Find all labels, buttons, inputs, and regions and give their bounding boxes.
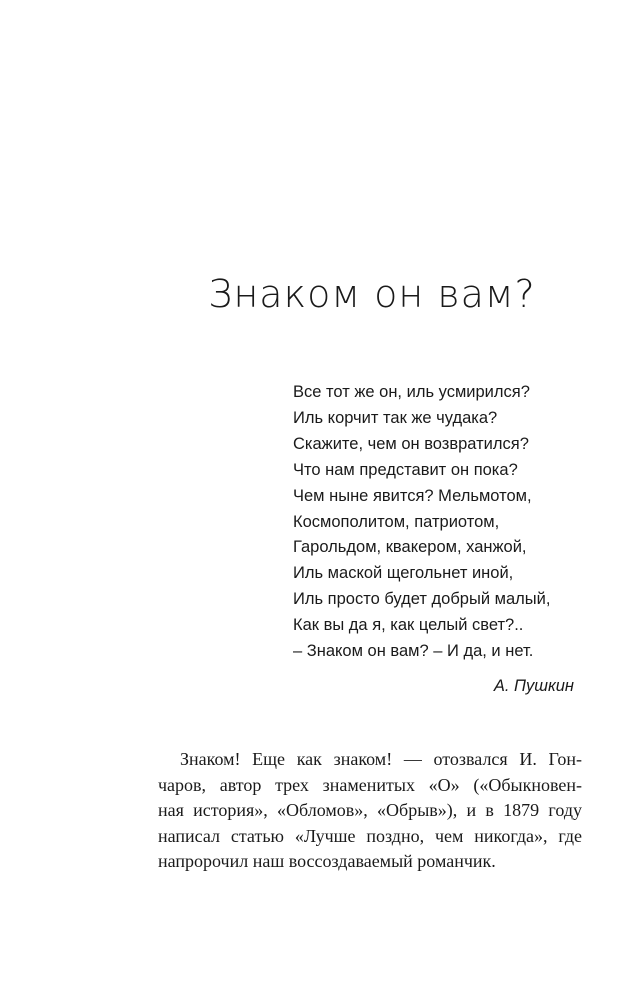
poem-line: Космополитом, патриотом, [293,512,500,531]
paragraph-line: написал статью «Лучше поздно, чем никогда», где [158,825,582,846]
paragraph-line: напророчил наш воссоздаваемый романчик. [158,851,496,871]
poem-line: Гарольдом, квакером, ханжой, [293,538,527,557]
poem-line: Иль маской щегольнет иной, [293,564,514,583]
poem-line: – Знаком он вам? – И да, и нет. [293,642,534,661]
poem-line: Иль корчит так же чудака? [293,408,498,427]
epigraph-poem [293,380,583,665]
paragraph-line: чаров, автор трех знаменитых «О» («Обыкновен- [158,774,582,795]
body-paragraph [158,747,582,875]
poem-line: Что нам представит он пока? [293,460,518,479]
chapter-title: Знаком он вам? [208,272,536,316]
poem-line: Все тот же он, иль усмирился? [293,383,530,401]
epigraph-author: А. Пушкин [493,677,574,695]
poem-line: Как вы да я, как целый свет?.. [293,616,524,635]
poem-line: Скажите, чем он возвратился? [293,434,529,453]
poem-line: Иль просто будет добрый малый, [293,590,551,609]
paragraph-line: ная история», «Обломов», «Обрыв»), и в 1879 году [158,800,582,820]
paragraph-line: Знаком! Еще как знаком! — отозвался И. Гон- [180,749,582,769]
poem-line: Чем ныне явится? Мельмотом, [293,486,532,505]
